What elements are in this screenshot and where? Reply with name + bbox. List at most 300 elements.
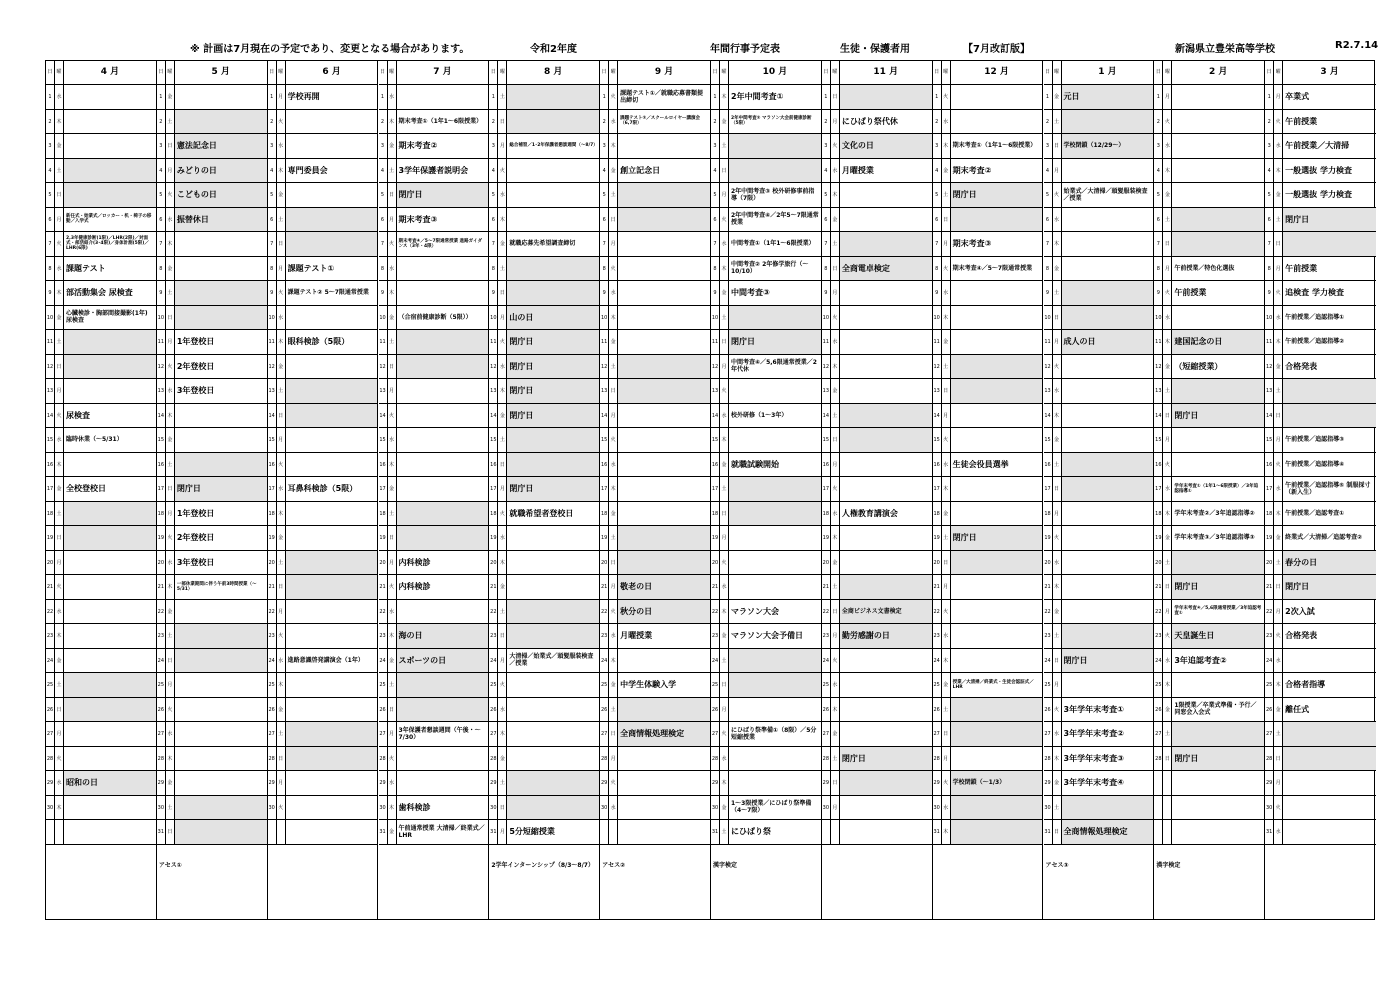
day-number: 4 bbox=[822, 159, 831, 183]
event-cell: 閉庁日 bbox=[840, 747, 932, 771]
event-cell: 課題テスト②／スクールロイヤー講演会（6,7限） bbox=[620, 116, 701, 127]
day-row bbox=[268, 502, 378, 527]
event-cell bbox=[507, 551, 599, 575]
day-row bbox=[46, 379, 156, 404]
event-cell: 就職希望者登校日 bbox=[509, 508, 574, 518]
weekday: 火 bbox=[720, 208, 729, 232]
event-cell bbox=[618, 330, 710, 354]
event-cell: 昭和の日 bbox=[64, 771, 156, 795]
day-row bbox=[379, 306, 489, 331]
day-number: 25 bbox=[489, 673, 498, 697]
day-number: 9 bbox=[1265, 281, 1274, 305]
day-row bbox=[600, 649, 710, 674]
day-number: 27 bbox=[268, 722, 277, 746]
weekday: 土 bbox=[55, 502, 64, 526]
day-number: 10 bbox=[1044, 306, 1053, 330]
weekday: 水 bbox=[277, 477, 286, 501]
event-cell bbox=[507, 281, 599, 305]
day-column-label: 日 bbox=[1154, 61, 1163, 84]
event-cell bbox=[175, 85, 267, 109]
event-cell: 閉庁日 bbox=[175, 477, 267, 501]
day-number: 10 bbox=[933, 306, 942, 330]
event-cell bbox=[951, 379, 1043, 403]
day-number: 30 bbox=[379, 796, 388, 820]
day-row bbox=[1154, 624, 1264, 649]
day-row bbox=[933, 600, 1043, 625]
day-number: 14 bbox=[1154, 404, 1163, 428]
day-number: 5 bbox=[157, 183, 166, 207]
day-row bbox=[600, 453, 710, 478]
day-number: 22 bbox=[822, 600, 831, 624]
day-row bbox=[157, 281, 267, 306]
event-cell bbox=[64, 673, 156, 697]
weekday: 火 bbox=[1274, 110, 1283, 134]
weekday: 金 bbox=[720, 281, 729, 305]
weekday: 日 bbox=[498, 453, 507, 477]
day-number: 5 bbox=[379, 183, 388, 207]
day-number: 4 bbox=[933, 159, 942, 183]
weekday: 水 bbox=[55, 85, 64, 109]
event-cell bbox=[1172, 183, 1264, 207]
day-number: 8 bbox=[1044, 257, 1053, 281]
weekday: 水 bbox=[277, 306, 286, 330]
day-row bbox=[711, 502, 821, 527]
weekday: 月 bbox=[609, 404, 618, 428]
event-cell bbox=[618, 649, 710, 673]
weekday: 日 bbox=[1274, 575, 1283, 599]
day-row bbox=[1044, 330, 1154, 355]
weekday: 金 bbox=[1163, 526, 1172, 550]
day-row bbox=[157, 110, 267, 135]
event-cell bbox=[1172, 453, 1264, 477]
day-row bbox=[46, 404, 156, 429]
weekday: 木 bbox=[55, 796, 64, 820]
event-cell: 期末考査④／5～7限通常授業 進路ガイダンス（3年・4限） bbox=[398, 238, 483, 249]
weekday: 金 bbox=[55, 134, 64, 158]
day-number: 6 bbox=[933, 208, 942, 232]
event-cell bbox=[1062, 110, 1154, 134]
weekday: 土 bbox=[388, 159, 397, 183]
month-note: アセス① bbox=[158, 862, 182, 869]
day-number: 10 bbox=[711, 306, 720, 330]
day-number: 18 bbox=[268, 502, 277, 526]
day-number: 11 bbox=[933, 330, 942, 354]
day-number: 15 bbox=[1044, 428, 1053, 452]
event-cell bbox=[175, 306, 267, 330]
weekday: 月 bbox=[166, 330, 175, 354]
day-row bbox=[46, 820, 156, 845]
day-number: 29 bbox=[379, 771, 388, 795]
weekday: 月 bbox=[831, 453, 840, 477]
day-row bbox=[1154, 722, 1264, 747]
event-cell: 午前授業 bbox=[1285, 263, 1318, 273]
weekday: 水 bbox=[720, 575, 729, 599]
day-row bbox=[711, 551, 821, 576]
weekday: 木 bbox=[388, 110, 397, 134]
month-name: 12 月 bbox=[984, 67, 1009, 77]
event-cell bbox=[397, 502, 489, 526]
day-number: 27 bbox=[822, 722, 831, 746]
weekday: 土 bbox=[831, 232, 840, 256]
day-number: 1 bbox=[46, 85, 55, 109]
day-row bbox=[379, 673, 489, 698]
event-cell: 閉庁日 bbox=[1283, 208, 1376, 232]
day-number: 12 bbox=[1154, 355, 1163, 379]
day-number: 1 bbox=[711, 85, 720, 109]
weekday: 金 bbox=[1053, 85, 1062, 109]
weekday: 土 bbox=[1274, 208, 1283, 232]
day-number: 28 bbox=[379, 747, 388, 771]
day-row bbox=[822, 257, 932, 282]
weekday: 日 bbox=[55, 526, 64, 550]
day-number: 20 bbox=[1044, 551, 1053, 575]
day-number: 13 bbox=[489, 379, 498, 403]
day-row bbox=[46, 159, 156, 184]
day-row bbox=[600, 820, 710, 845]
day-number: 28 bbox=[600, 747, 609, 771]
day-number: 11 bbox=[711, 330, 720, 354]
weekday: 金 bbox=[720, 796, 729, 820]
day-row bbox=[379, 796, 489, 821]
day-row bbox=[822, 428, 932, 453]
weekday: 日 bbox=[1163, 232, 1172, 256]
weekday: 水 bbox=[1053, 208, 1062, 232]
day-column-label: 日 bbox=[268, 61, 277, 84]
event-cell bbox=[840, 796, 932, 820]
day-row bbox=[268, 85, 378, 110]
day-row bbox=[157, 428, 267, 453]
weekday: 月 bbox=[1274, 428, 1283, 452]
day-row bbox=[489, 232, 599, 257]
day-row bbox=[489, 502, 599, 527]
day-row bbox=[379, 281, 489, 306]
day-row bbox=[933, 232, 1043, 257]
event-cell: 中間考査② 2年修学旅行（～10/10） bbox=[731, 261, 809, 276]
day-number: 15 bbox=[489, 428, 498, 452]
month-name: 6 月 bbox=[322, 67, 341, 77]
weekday: 木 bbox=[720, 771, 729, 795]
day-row bbox=[268, 110, 378, 135]
weekday: 土 bbox=[1053, 281, 1062, 305]
day-row bbox=[1265, 453, 1376, 478]
day-row bbox=[1154, 698, 1264, 723]
day-row bbox=[268, 330, 378, 355]
event-cell bbox=[507, 771, 599, 795]
event-cell: 課題テスト①／就職応募書類提出締切 bbox=[620, 89, 703, 104]
weekday: 金 bbox=[388, 820, 397, 844]
day-row bbox=[489, 183, 599, 208]
weekday: 木 bbox=[277, 159, 286, 183]
weekday: 日 bbox=[55, 183, 64, 207]
event-cell bbox=[951, 428, 1043, 452]
event-cell bbox=[397, 428, 489, 452]
weekday: 金 bbox=[55, 649, 64, 673]
weekday: 金 bbox=[277, 698, 286, 722]
weekday: 金 bbox=[609, 502, 618, 526]
day-row bbox=[600, 379, 710, 404]
weekday: 木 bbox=[942, 820, 951, 844]
day-number: 19 bbox=[933, 526, 942, 550]
weekday: 月 bbox=[1053, 159, 1062, 183]
day-number: 22 bbox=[711, 600, 720, 624]
weekday: 日 bbox=[166, 134, 175, 158]
day-row bbox=[157, 232, 267, 257]
day-row bbox=[1154, 281, 1264, 306]
event-cell bbox=[951, 820, 1043, 844]
day-row bbox=[822, 722, 932, 747]
day-number: 8 bbox=[1154, 257, 1163, 281]
day-number: 31 bbox=[489, 820, 498, 844]
day-row bbox=[489, 771, 599, 796]
event-cell: 閉庁日 bbox=[507, 330, 599, 354]
event-cell bbox=[286, 796, 378, 820]
day-row bbox=[157, 453, 267, 478]
day-number: 30 bbox=[822, 796, 831, 820]
day-number: 14 bbox=[379, 404, 388, 428]
day-row bbox=[46, 257, 156, 282]
event-cell bbox=[1283, 232, 1376, 256]
day-row bbox=[933, 526, 1043, 551]
event-cell bbox=[1283, 404, 1376, 428]
day-number: 21 bbox=[157, 575, 166, 599]
event-cell bbox=[1283, 820, 1376, 844]
weekday: 日 bbox=[55, 355, 64, 379]
day-row bbox=[1044, 796, 1154, 821]
weekday: 月 bbox=[388, 379, 397, 403]
event-cell bbox=[951, 649, 1043, 673]
weekday: 水 bbox=[498, 183, 507, 207]
day-row bbox=[268, 281, 378, 306]
weekday: 火 bbox=[388, 404, 397, 428]
weekday: 水 bbox=[166, 379, 175, 403]
weekday: 金 bbox=[1163, 183, 1172, 207]
weekday: 火 bbox=[831, 649, 840, 673]
day-row bbox=[711, 330, 821, 355]
weekday: 金 bbox=[1274, 526, 1283, 550]
event-cell: 期末考査③ bbox=[398, 214, 438, 224]
weekday: 水 bbox=[942, 281, 951, 305]
day-number bbox=[268, 820, 277, 844]
weekday: 土 bbox=[1274, 551, 1283, 575]
day-number: 21 bbox=[933, 575, 942, 599]
event-cell bbox=[507, 159, 599, 183]
day-number: 2 bbox=[933, 110, 942, 134]
day-row bbox=[1044, 722, 1154, 747]
weekday: 火 bbox=[1274, 796, 1283, 820]
weekday: 土 bbox=[942, 698, 951, 722]
month-name: 7 月 bbox=[433, 67, 452, 77]
event-cell bbox=[1062, 159, 1154, 183]
day-row bbox=[268, 355, 378, 380]
day-row bbox=[46, 183, 156, 208]
event-cell bbox=[840, 698, 932, 722]
day-row bbox=[933, 85, 1043, 110]
event-cell bbox=[175, 232, 267, 256]
weekday: 水 bbox=[1163, 134, 1172, 158]
event-cell: 閉庁日 bbox=[1062, 649, 1154, 673]
day-row bbox=[157, 600, 267, 625]
weekday: 月 bbox=[388, 722, 397, 746]
weekday: 土 bbox=[166, 110, 175, 134]
day-number: 23 bbox=[489, 624, 498, 648]
weekday: 金 bbox=[55, 306, 64, 330]
day-row bbox=[933, 306, 1043, 331]
month-column bbox=[379, 61, 490, 919]
day-row bbox=[157, 257, 267, 282]
day-number: 7 bbox=[1044, 232, 1053, 256]
day-row bbox=[1154, 477, 1264, 502]
weekday: 火 bbox=[609, 771, 618, 795]
month-header bbox=[157, 61, 267, 85]
event-cell: 3学年保護者説明会 bbox=[398, 165, 469, 175]
month-name: 5 月 bbox=[211, 67, 230, 77]
day-row bbox=[600, 673, 710, 698]
day-row bbox=[46, 526, 156, 551]
day-number: 20 bbox=[489, 551, 498, 575]
weekday: 水 bbox=[388, 257, 397, 281]
day-row bbox=[822, 404, 932, 429]
day-row bbox=[379, 502, 489, 527]
event-cell bbox=[1062, 526, 1154, 550]
event-cell bbox=[1172, 796, 1264, 820]
day-number: 22 bbox=[489, 600, 498, 624]
weekday: 月 bbox=[1053, 673, 1062, 697]
day-number: 20 bbox=[1265, 551, 1274, 575]
event-cell: 歯科検診 bbox=[398, 802, 431, 812]
day-number: 20 bbox=[1154, 551, 1163, 575]
day-number: 27 bbox=[600, 722, 609, 746]
day-number: 10 bbox=[489, 306, 498, 330]
day-row bbox=[46, 673, 156, 698]
day-number: 16 bbox=[489, 453, 498, 477]
day-row bbox=[1154, 502, 1264, 527]
day-number: 15 bbox=[268, 428, 277, 452]
day-number: 9 bbox=[600, 281, 609, 305]
day-number: 9 bbox=[1044, 281, 1053, 305]
day-row bbox=[711, 747, 821, 772]
day-number: 19 bbox=[1154, 526, 1163, 550]
event-cell bbox=[729, 134, 821, 158]
weekday: 土 bbox=[942, 355, 951, 379]
weekday: 日 bbox=[498, 624, 507, 648]
event-cell: 人権教育講演会 bbox=[841, 508, 898, 518]
day-row bbox=[1265, 698, 1376, 723]
weekday: 土 bbox=[498, 600, 507, 624]
event-cell: 海の日 bbox=[397, 624, 489, 648]
event-cell bbox=[1172, 379, 1264, 403]
day-row bbox=[157, 404, 267, 429]
day-number: 20 bbox=[268, 551, 277, 575]
day-row bbox=[157, 649, 267, 674]
event-cell: 課題テスト② 5～7限通常授業 bbox=[287, 289, 369, 297]
weekday: 水 bbox=[720, 747, 729, 771]
event-cell bbox=[1172, 771, 1264, 795]
day-number: 6 bbox=[1154, 208, 1163, 232]
weekday: 金 bbox=[166, 771, 175, 795]
day-number: 3 bbox=[1265, 134, 1274, 158]
day-number: 13 bbox=[933, 379, 942, 403]
day-row bbox=[822, 379, 932, 404]
event-cell bbox=[1062, 575, 1154, 599]
day-number: 20 bbox=[600, 551, 609, 575]
day-row bbox=[600, 477, 710, 502]
day-number: 3 bbox=[1154, 134, 1163, 158]
day-row bbox=[600, 771, 710, 796]
day-row bbox=[46, 306, 156, 331]
event-cell bbox=[1172, 110, 1264, 134]
month-column bbox=[933, 61, 1044, 919]
weekday: 金 bbox=[388, 649, 397, 673]
event-cell: 耳鼻科検診（5限） bbox=[287, 484, 358, 494]
day-row bbox=[1265, 159, 1376, 184]
weekday: 火 bbox=[55, 747, 64, 771]
weekday: 土 bbox=[1274, 722, 1283, 746]
day-number: 10 bbox=[379, 306, 388, 330]
day-number: 29 bbox=[1265, 771, 1274, 795]
day-number: 6 bbox=[1044, 208, 1053, 232]
day-number: 22 bbox=[1044, 600, 1053, 624]
month-note bbox=[933, 857, 1043, 863]
weekday: 火 bbox=[609, 600, 618, 624]
day-row bbox=[1044, 428, 1154, 453]
event-cell bbox=[175, 110, 267, 134]
weekday: 火 bbox=[498, 159, 507, 183]
day-number: 14 bbox=[157, 404, 166, 428]
month-column bbox=[600, 61, 711, 919]
event-cell: 合格発表 bbox=[1285, 631, 1318, 641]
weekday: 日 bbox=[831, 85, 840, 109]
day-row bbox=[711, 453, 821, 478]
weekday: 火 bbox=[831, 477, 840, 501]
month-column bbox=[489, 61, 600, 919]
weekday: 日 bbox=[831, 600, 840, 624]
day-row bbox=[1044, 771, 1154, 796]
day-number: 30 bbox=[268, 796, 277, 820]
day-number: 2 bbox=[600, 110, 609, 134]
day-row bbox=[268, 551, 378, 576]
weekday: 月 bbox=[1163, 600, 1172, 624]
day-number: 30 bbox=[46, 796, 55, 820]
day-number: 6 bbox=[1265, 208, 1274, 232]
event-cell bbox=[1062, 428, 1154, 452]
day-row bbox=[379, 624, 489, 649]
day-number: 4 bbox=[379, 159, 388, 183]
event-cell bbox=[729, 698, 821, 722]
day-number: 16 bbox=[379, 453, 388, 477]
day-row bbox=[600, 183, 710, 208]
weekday: 水 bbox=[942, 624, 951, 648]
weekday: 木 bbox=[1274, 159, 1283, 183]
weekday: 月 bbox=[831, 796, 840, 820]
event-cell: スポーツの日 bbox=[397, 649, 489, 673]
event-cell: 校外研修（1～3年） bbox=[731, 411, 788, 419]
day-number: 20 bbox=[933, 551, 942, 575]
day-number: 13 bbox=[711, 379, 720, 403]
day-number: 24 bbox=[46, 649, 55, 673]
weekday: 火 bbox=[609, 85, 618, 109]
weekday: 土 bbox=[1053, 453, 1062, 477]
day-number: 12 bbox=[600, 355, 609, 379]
weekday: 火 bbox=[166, 526, 175, 550]
day-number: 10 bbox=[822, 306, 831, 330]
day-row bbox=[822, 551, 932, 576]
event-cell: 閉庁日 bbox=[507, 355, 599, 379]
day-number: 18 bbox=[46, 502, 55, 526]
day-row bbox=[379, 134, 489, 159]
event-cell bbox=[64, 134, 156, 158]
day-row bbox=[933, 771, 1043, 796]
event-cell: 全商情報処理検定 bbox=[1062, 820, 1154, 844]
